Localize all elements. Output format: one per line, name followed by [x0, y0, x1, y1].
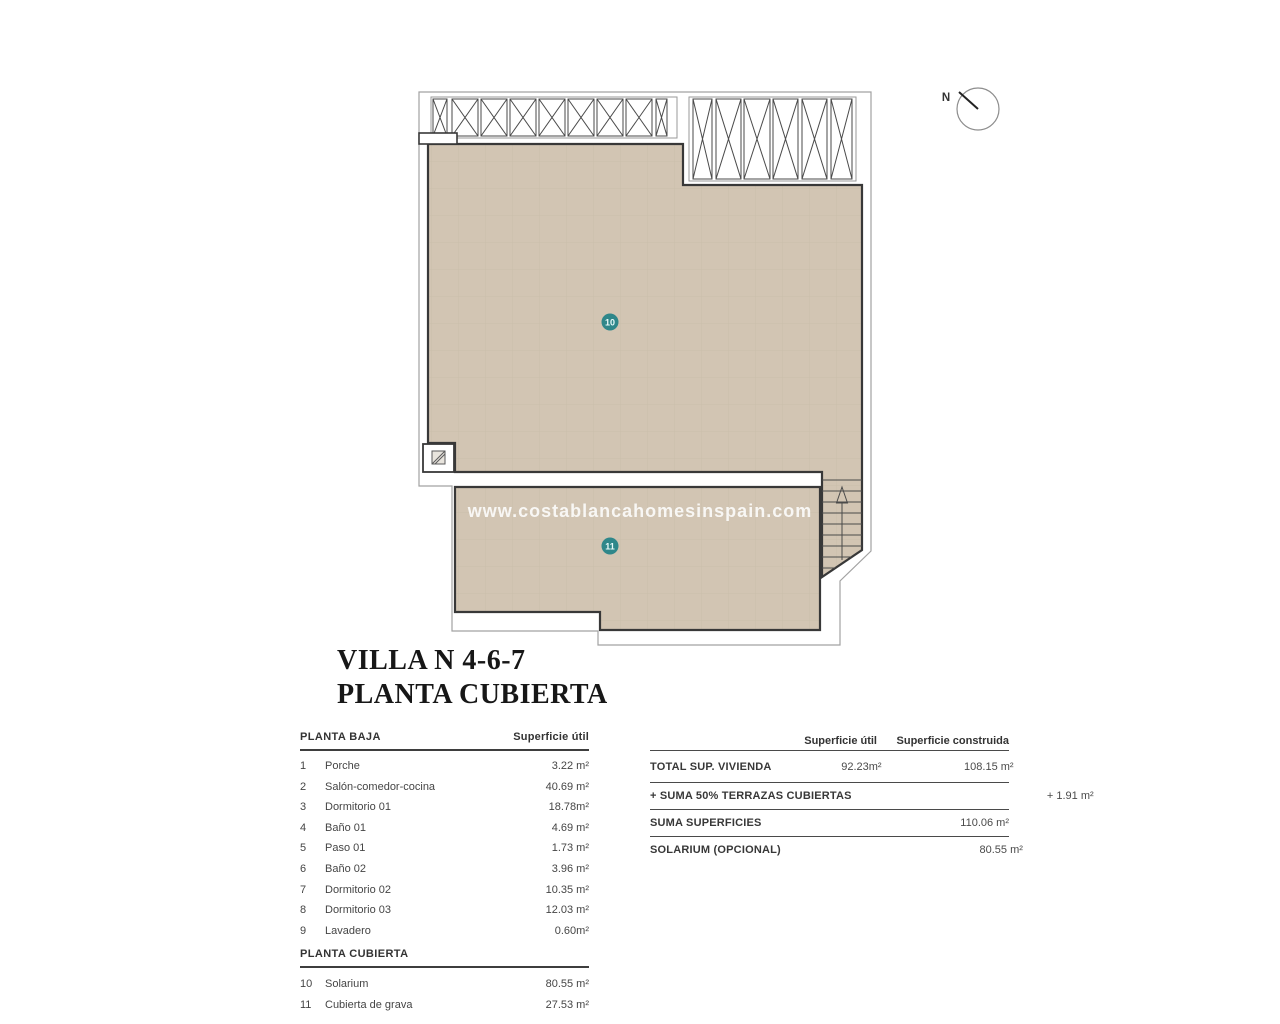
room-name: Salón-comedor-cocina — [325, 780, 436, 793]
table-row — [300, 760, 589, 781]
summary-label: + SUMA 50% TERRAZAS CUBIERTAS — [650, 790, 852, 802]
planta-baja-rows — [300, 760, 589, 945]
page-title — [337, 644, 608, 712]
watermark: www.costablancahomesinspain.com — [467, 501, 813, 521]
summary-header-row — [650, 727, 1009, 751]
room-name: Cubierta de grava — [325, 998, 413, 1011]
table-row — [300, 999, 589, 1020]
room-area: 10.35 m² — [545, 883, 589, 896]
svg-text:N: N — [941, 92, 951, 104]
column-header-superficie-util: Superficie útil — [804, 735, 877, 747]
summary-row — [650, 837, 1023, 863]
svg-text:11: 11 — [605, 541, 615, 552]
table-row — [300, 884, 589, 905]
row-number: 2 — [300, 780, 307, 793]
summary-row — [650, 783, 1094, 810]
drain-icon — [432, 451, 445, 464]
room-area: 18.78m² — [548, 801, 589, 814]
column-header-superficie-construida: Superficie construida — [896, 735, 1009, 747]
summary-label: SUMA SUPERFICIES — [650, 817, 762, 829]
row-number: 3 — [300, 801, 307, 814]
table-row — [300, 904, 589, 925]
row-number: 1 — [300, 760, 307, 772]
table-row — [300, 822, 589, 843]
summary-construida-value: 80.55 m² — [979, 844, 1023, 856]
summary-construida-value: 108.15 m² — [964, 760, 1014, 773]
room-name: Lavadero — [325, 924, 371, 937]
svg-text:10: 10 — [604, 317, 616, 328]
table-row — [300, 801, 589, 822]
row-number: 4 — [300, 821, 307, 834]
table-row — [300, 842, 589, 863]
room-area: 4.69 m² — [551, 821, 589, 834]
section-title: PLANTA BAJA — [300, 731, 381, 743]
title-line-1: VILLA N 4-6-7 — [337, 645, 526, 676]
row-number: 8 — [300, 904, 307, 917]
summary-label: TOTAL SUP. VIVIENDA — [650, 760, 772, 773]
room-area: 40.69 m² — [545, 780, 589, 793]
room-name: Solarium — [325, 978, 369, 991]
title-line-2: PLANTA CUBIERTA — [337, 679, 608, 710]
room-area: 1.73 m² — [551, 842, 589, 855]
planta-cubierta-rows — [300, 978, 589, 1019]
room-name: Porche — [325, 760, 360, 772]
room-area: 12.03 m² — [545, 904, 589, 917]
section-title: PLANTA CUBIERTA — [300, 948, 409, 961]
row-number: 9 — [300, 924, 307, 937]
gravel-roof-area — [455, 487, 820, 630]
row-number: 11 — [300, 998, 312, 1011]
north-compass-icon — [942, 88, 999, 130]
room-name: Baño 01 — [325, 821, 366, 834]
table-row — [300, 863, 589, 884]
summary-construida-value: 110.06 m² — [960, 817, 1009, 829]
room-area: 27.53 m² — [545, 998, 589, 1011]
area-badge-10 — [602, 314, 619, 331]
room-area: 3.96 m² — [551, 862, 589, 875]
room-area: 80.55 m² — [545, 978, 589, 991]
room-name: Dormitorio 03 — [325, 904, 392, 917]
table-row — [300, 978, 589, 999]
pergola-beams-right — [693, 99, 852, 179]
room-name: Dormitorio 01 — [325, 801, 392, 814]
room-area: 3.22 m² — [551, 760, 589, 772]
section-header-planta-baja — [300, 731, 589, 751]
room-name: Dormitorio 02 — [325, 883, 392, 896]
summary-util-value: 92.23m² — [841, 760, 882, 773]
summary-row — [650, 751, 1014, 783]
section-header-planta-cubierta — [300, 948, 589, 968]
room-name: Baño 02 — [325, 862, 366, 875]
summary-label: SOLARIUM (OPCIONAL) — [650, 844, 781, 856]
wall-step — [419, 133, 457, 144]
pergola-beams-left — [433, 99, 667, 136]
area-badge-11 — [602, 538, 619, 555]
room-name: Paso 01 — [325, 842, 366, 855]
room-area: 0.60m² — [554, 924, 589, 937]
row-number: 6 — [300, 862, 307, 875]
row-number: 10 — [300, 978, 313, 991]
summary-construida-value: + 1.91 m² — [1046, 790, 1094, 802]
column-header-superficie-util: Superficie útil — [513, 731, 589, 743]
table-row — [300, 781, 589, 802]
summary-row — [650, 810, 1009, 837]
row-number: 5 — [300, 842, 307, 855]
roof-drain — [423, 444, 454, 472]
row-number: 7 — [300, 883, 307, 896]
surface-summary-table — [650, 727, 1094, 863]
room-areas-table — [300, 731, 589, 1020]
table-row — [300, 925, 589, 946]
